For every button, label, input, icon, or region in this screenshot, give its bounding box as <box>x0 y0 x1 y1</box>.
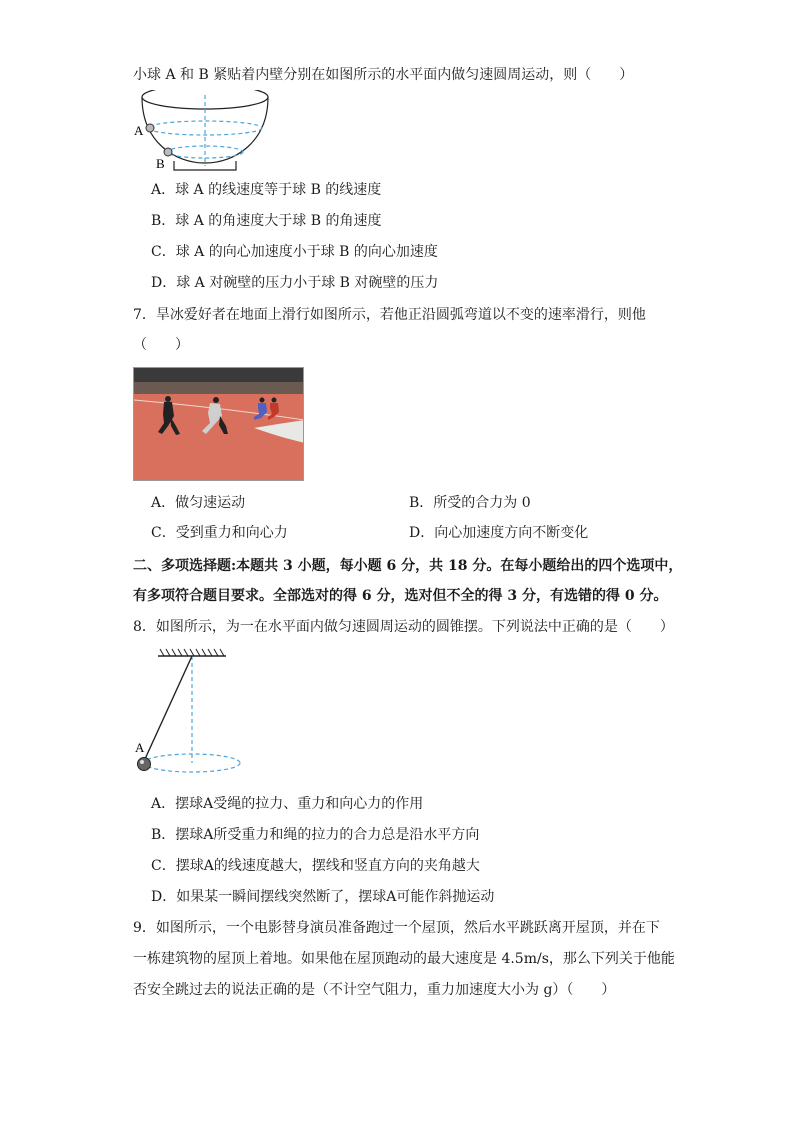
q9-stem-line3: 否安全跳过去的说法正确的是（不计空气阻力，重力加速度大小为 g）（ ） <box>133 982 616 998</box>
q8-option-d: D．如果某一瞬间摆线突然断了，摆球A可能作斜抛运动 <box>151 889 495 905</box>
q7-option-c: C．受到重力和向心力 <box>151 525 288 541</box>
q6-stem: 小球 A 和 B 紧贴着内壁分别在如图所示的水平面内做匀速圆周运动，则（ ） <box>133 67 634 83</box>
q6-option-a: A．球 A 的线速度等于球 B 的线速度 <box>151 182 382 198</box>
ball-a-label: A <box>134 123 144 138</box>
q9-stem-line2: 一栋建筑物的屋顶上着地。如果他在屋顶跑动的最大速度是 4.5m/s，那么下列关于他能 <box>133 951 675 967</box>
q7-stem-line2: （ ） <box>133 337 189 353</box>
q6-option-c: C．球 A 的向心加速度小于球 B 的向心加速度 <box>151 244 438 260</box>
q6-option-b: B．球 A 的角速度大于球 B 的角速度 <box>151 213 382 229</box>
skating-photo <box>133 367 304 481</box>
q8-option-b: B．摆球A所受重力和绳的拉力的合力总是沿水平方向 <box>151 827 480 843</box>
q8-stem: 8．如图所示，为一在水平面内做匀速圆周运动的圆锥摆。下列说法中正确的是（ ） <box>133 619 674 635</box>
bowl-figure <box>130 90 280 175</box>
q8-option-a: A．摆球A受绳的拉力、重力和向心力的作用 <box>151 796 424 812</box>
q7-option-d: D．向心加速度方向不断变化 <box>409 525 589 541</box>
section2-heading-line2: 有多项符合题目要求。全部选对的得 6 分，选对但不全的得 3 分，有选错的得 0 分。 <box>133 588 668 604</box>
ball-b-label: B <box>156 156 165 171</box>
q9-stem-line1: 9．如图所示，一个电影替身演员准备跑过一个屋顶，然后水平跳跃离开屋顶，并在下 <box>133 920 660 936</box>
conical-pendulum-figure <box>130 645 245 780</box>
q7-stem-line1: 7．旱冰爱好者在地面上滑行如图所示，若他正沿圆弧弯道以不变的速率滑行，则他 <box>133 307 646 323</box>
q7-option-b: B．所受的合力为 0 <box>409 495 531 511</box>
q8-option-c: C．摆球A的线速度越大，摆线和竖直方向的夹角越大 <box>151 858 480 874</box>
section2-heading-line1: 二、多项选择题:本题共 3 小题，每小题 6 分，共 18 分。在每小题给出的四个选项中， <box>133 558 683 574</box>
q6-option-d: D．球 A 对碗壁的压力小于球 B 对碗壁的压力 <box>151 275 439 291</box>
pendulum-ball-label: A <box>135 740 145 755</box>
q7-option-a: A．做匀速运动 <box>151 495 246 511</box>
